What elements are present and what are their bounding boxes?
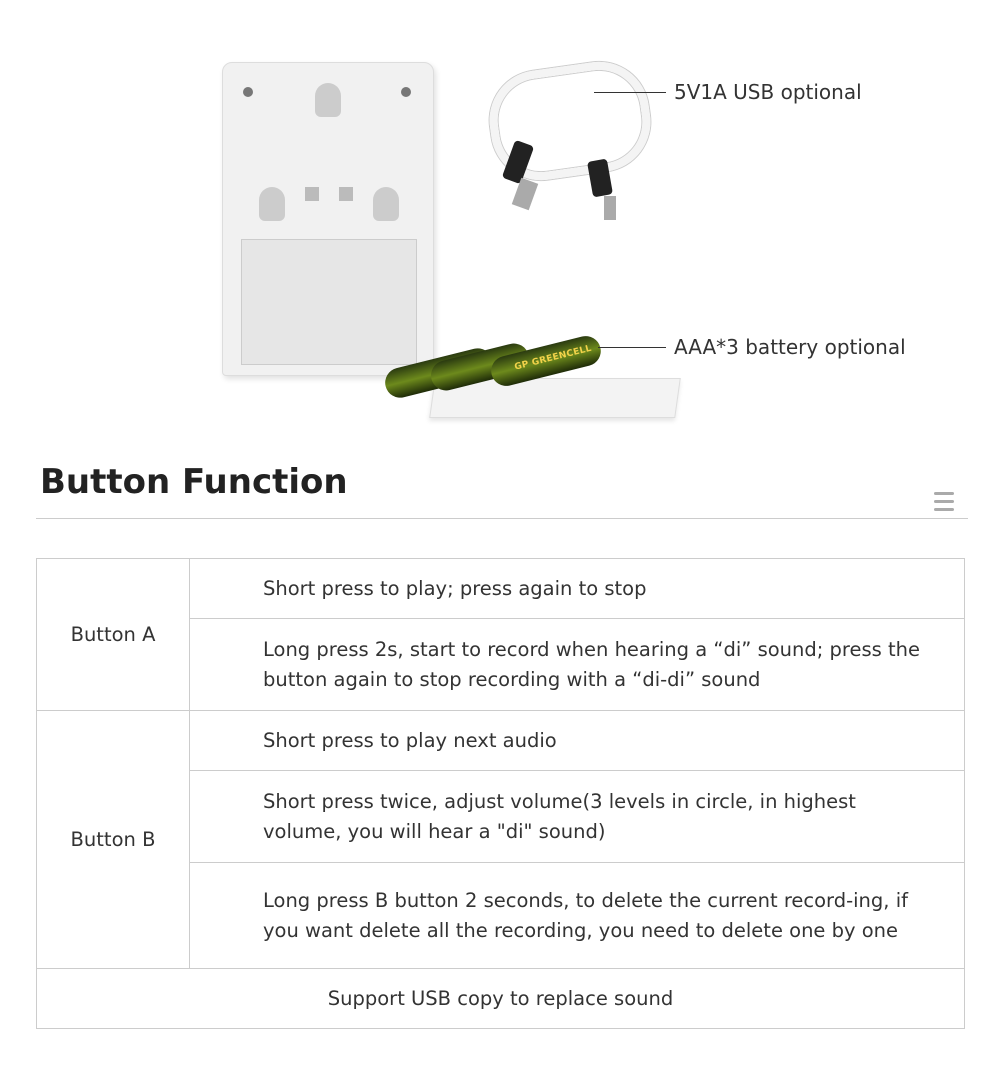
- keyhole-icon: [373, 187, 399, 221]
- menu-icon[interactable]: [934, 492, 954, 516]
- slot-icon: [339, 187, 353, 201]
- table-row: [37, 969, 965, 1029]
- screw-icon: [401, 87, 411, 97]
- slot-icon: [305, 187, 319, 201]
- table-cell: Short press to play; press again to stop: [190, 559, 965, 619]
- device-back-image: [222, 62, 434, 376]
- footer-cell: Support USB copy to replace sound: [37, 969, 965, 1029]
- button-b-label: Button B: [37, 711, 190, 969]
- table-cell: Short press to play next audio: [190, 711, 965, 771]
- callout-line: [594, 92, 666, 93]
- divider: [36, 518, 968, 519]
- callout-line: [598, 347, 666, 348]
- micro-usb-connector: [604, 196, 616, 220]
- battery-brand-label: GP GREENCELL: [513, 343, 593, 373]
- battery-callout: AAA*3 battery optional: [674, 335, 906, 359]
- button-function-table: [36, 558, 965, 1029]
- battery-bay: [241, 239, 417, 365]
- screw-icon: [243, 87, 253, 97]
- section-title: Button Function: [40, 462, 348, 502]
- table-cell: Short press twice, adjust volume(3 levels in circle, in highest volume, you will hear a "di" sound): [190, 771, 965, 863]
- table-cell: Long press 2s, start to record when hearing a “di” sound; press the button again to stop recording with a “di-di” sound: [190, 619, 965, 711]
- usb-callout: 5V1A USB optional: [674, 80, 862, 104]
- button-a-label: Button A: [37, 559, 190, 711]
- table-cell: Long press B button 2 seconds, to delete the current record-ing, if you want delete all the recording, you need to delete one by one: [190, 863, 965, 969]
- keyhole-icon: [315, 83, 341, 117]
- keyhole-icon: [259, 187, 285, 221]
- table-row: [37, 711, 965, 771]
- table-row: [37, 559, 965, 619]
